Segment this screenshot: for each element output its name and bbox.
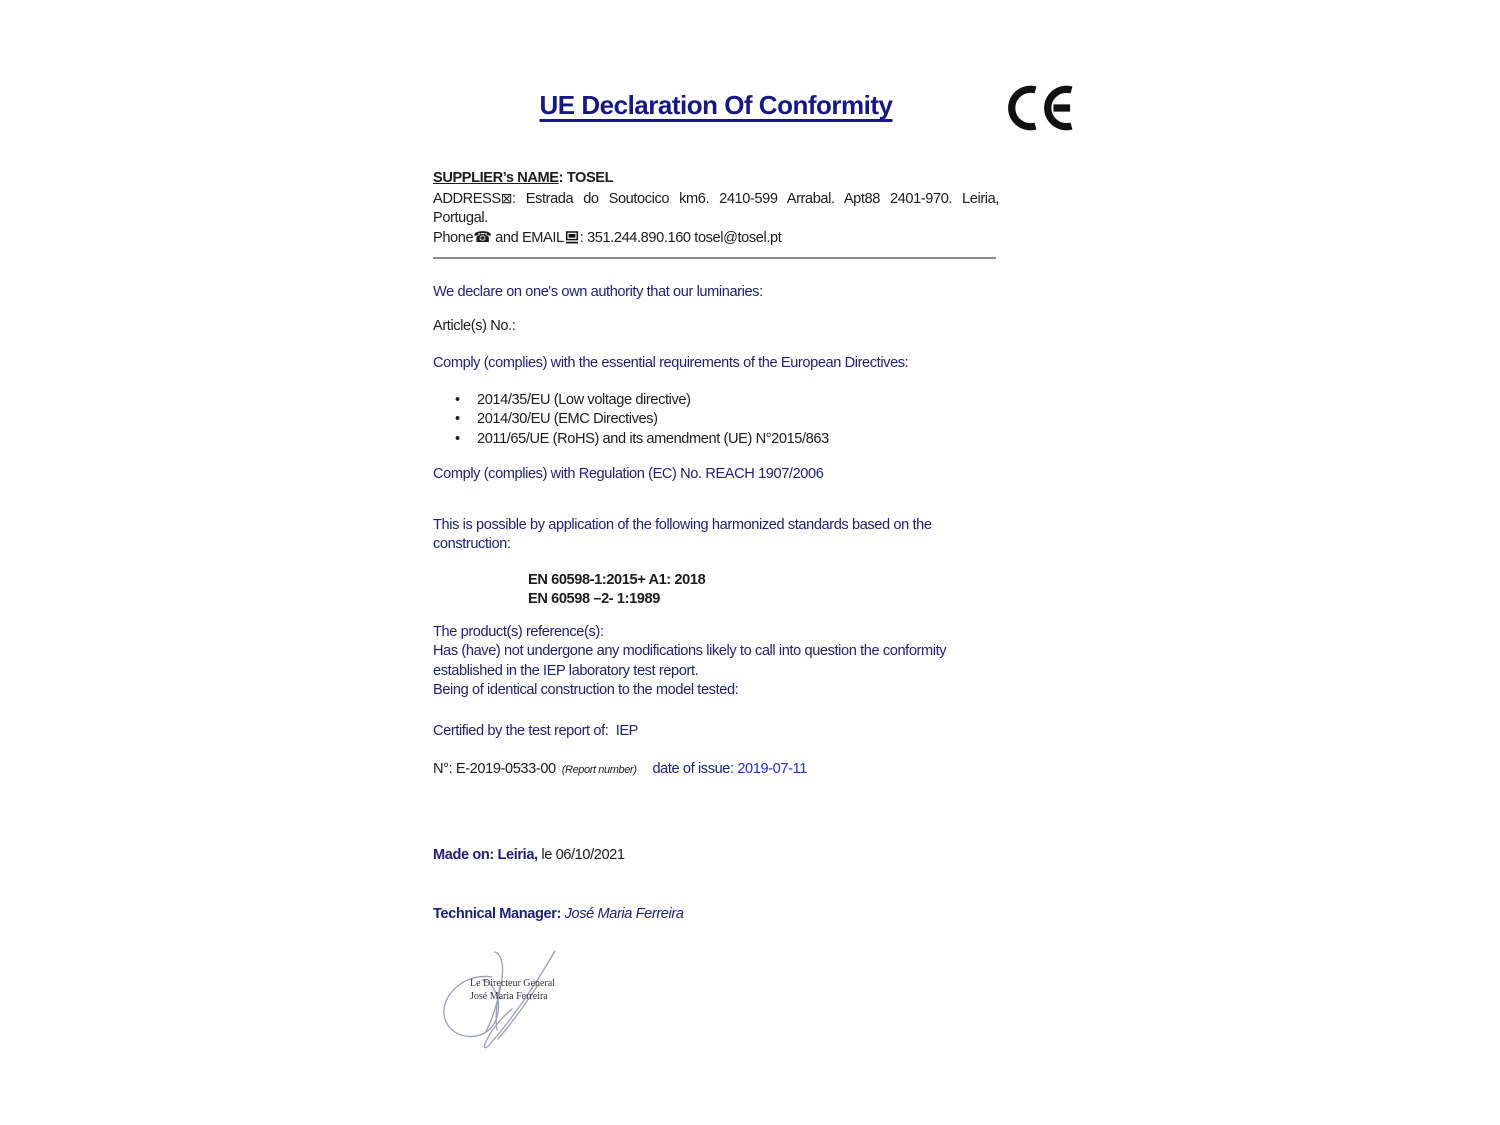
list-item — [433, 391, 999, 410]
report-number-note: (Report number) — [561, 764, 637, 776]
certified-line: Certified by the test report of: IEP — [433, 723, 639, 739]
divider-line — [433, 257, 996, 259]
directive-text: 2014/30/EU (EMC Directives) — [477, 411, 658, 428]
directive-text: 2014/35/EU (Low voltage directive) — [477, 392, 691, 408]
no-modifications-line: Has (have) not undergone any modifications likely to call into question the conformity established in the IEP laboratory test report. — [433, 643, 947, 679]
supplier-address-line — [433, 189, 999, 229]
declare-line: We declare on one's own authority that our luminaries: — [433, 284, 763, 300]
made-on-value: le 06/10/2021 — [537, 847, 625, 863]
address-value: : Estrada do Soutocico km6. 2410-599 Arrabal. Apt88 2401-970. Leiria, Portugal. — [433, 191, 999, 227]
technical-manager-label: Technical Manager: — [433, 906, 561, 922]
made-on-line — [433, 846, 999, 865]
made-on-label: Made on: Leiria, — [433, 847, 538, 863]
identical-construction-line: Being of identical construction to the model tested: — [433, 682, 739, 699]
signature-title: Le Directeur General — [470, 978, 555, 989]
standard-line: EN 60598-1:2015+ A1: 2018 — [528, 572, 706, 588]
supplier-phone-line — [433, 228, 999, 250]
technical-manager-value: José Maria Ferreira — [560, 906, 684, 922]
page-title: UE Declaration Of Conformity — [539, 90, 893, 120]
supplier-name-value: : TOSEL — [558, 170, 614, 186]
comply-directives-line: Comply (complies) with the essential requirements of the European Directives: — [433, 355, 909, 371]
report-line — [433, 760, 999, 780]
envelope-icon: ⊠ — [500, 190, 513, 206]
product-block — [433, 623, 999, 701]
comply-reach-line: Comply (complies) with Regulation (EC) No. REACH 1907/2006 — [433, 466, 824, 482]
ce-mark-icon — [1005, 83, 1077, 139]
computer-icon — [565, 231, 579, 250]
directive-text: 2011/65/UE (RoHS) and its amendment (UE) N°2015/863 — [477, 430, 829, 447]
standard-line: EN 60598 –2- 1:1989 — [528, 591, 660, 608]
list-item — [433, 430, 999, 449]
standards-block — [433, 571, 1094, 610]
signature-name: José Maria Ferreira — [470, 990, 548, 1002]
signature-caption — [470, 978, 555, 1003]
product-ref-line: The product(s) reference(s): — [433, 624, 604, 640]
signature-block — [437, 946, 572, 1056]
articles-line: Article(s) No.: — [433, 318, 516, 334]
report-number: N°: E-2019-0533-00 — [433, 761, 556, 777]
bullet-icon: • — [455, 430, 460, 447]
telephone-icon: ☎ — [473, 229, 492, 246]
bullet-icon: • — [455, 392, 460, 408]
date-of-issue-label: date of issue: — [652, 761, 734, 777]
email-label: and EMAIL — [491, 230, 564, 246]
phone-email-value: : 351.244.890.160 tosel@tosel.pt — [579, 230, 782, 246]
bullet-icon: • — [455, 411, 460, 428]
harmonized-intro: This is possible by application of the following harmonized standards based on the construction: — [433, 517, 932, 553]
supplier-name-line — [433, 169, 999, 188]
list-item — [433, 410, 999, 429]
phone-label: Phone — [433, 230, 474, 246]
technical-manager-line — [433, 905, 999, 924]
address-label: ADDRESS — [433, 191, 501, 207]
directives-list — [433, 391, 999, 449]
supplier-name-label: SUPPLIER’s NAME — [433, 170, 559, 186]
date-of-issue-value: 2019-07-11 — [737, 761, 807, 777]
